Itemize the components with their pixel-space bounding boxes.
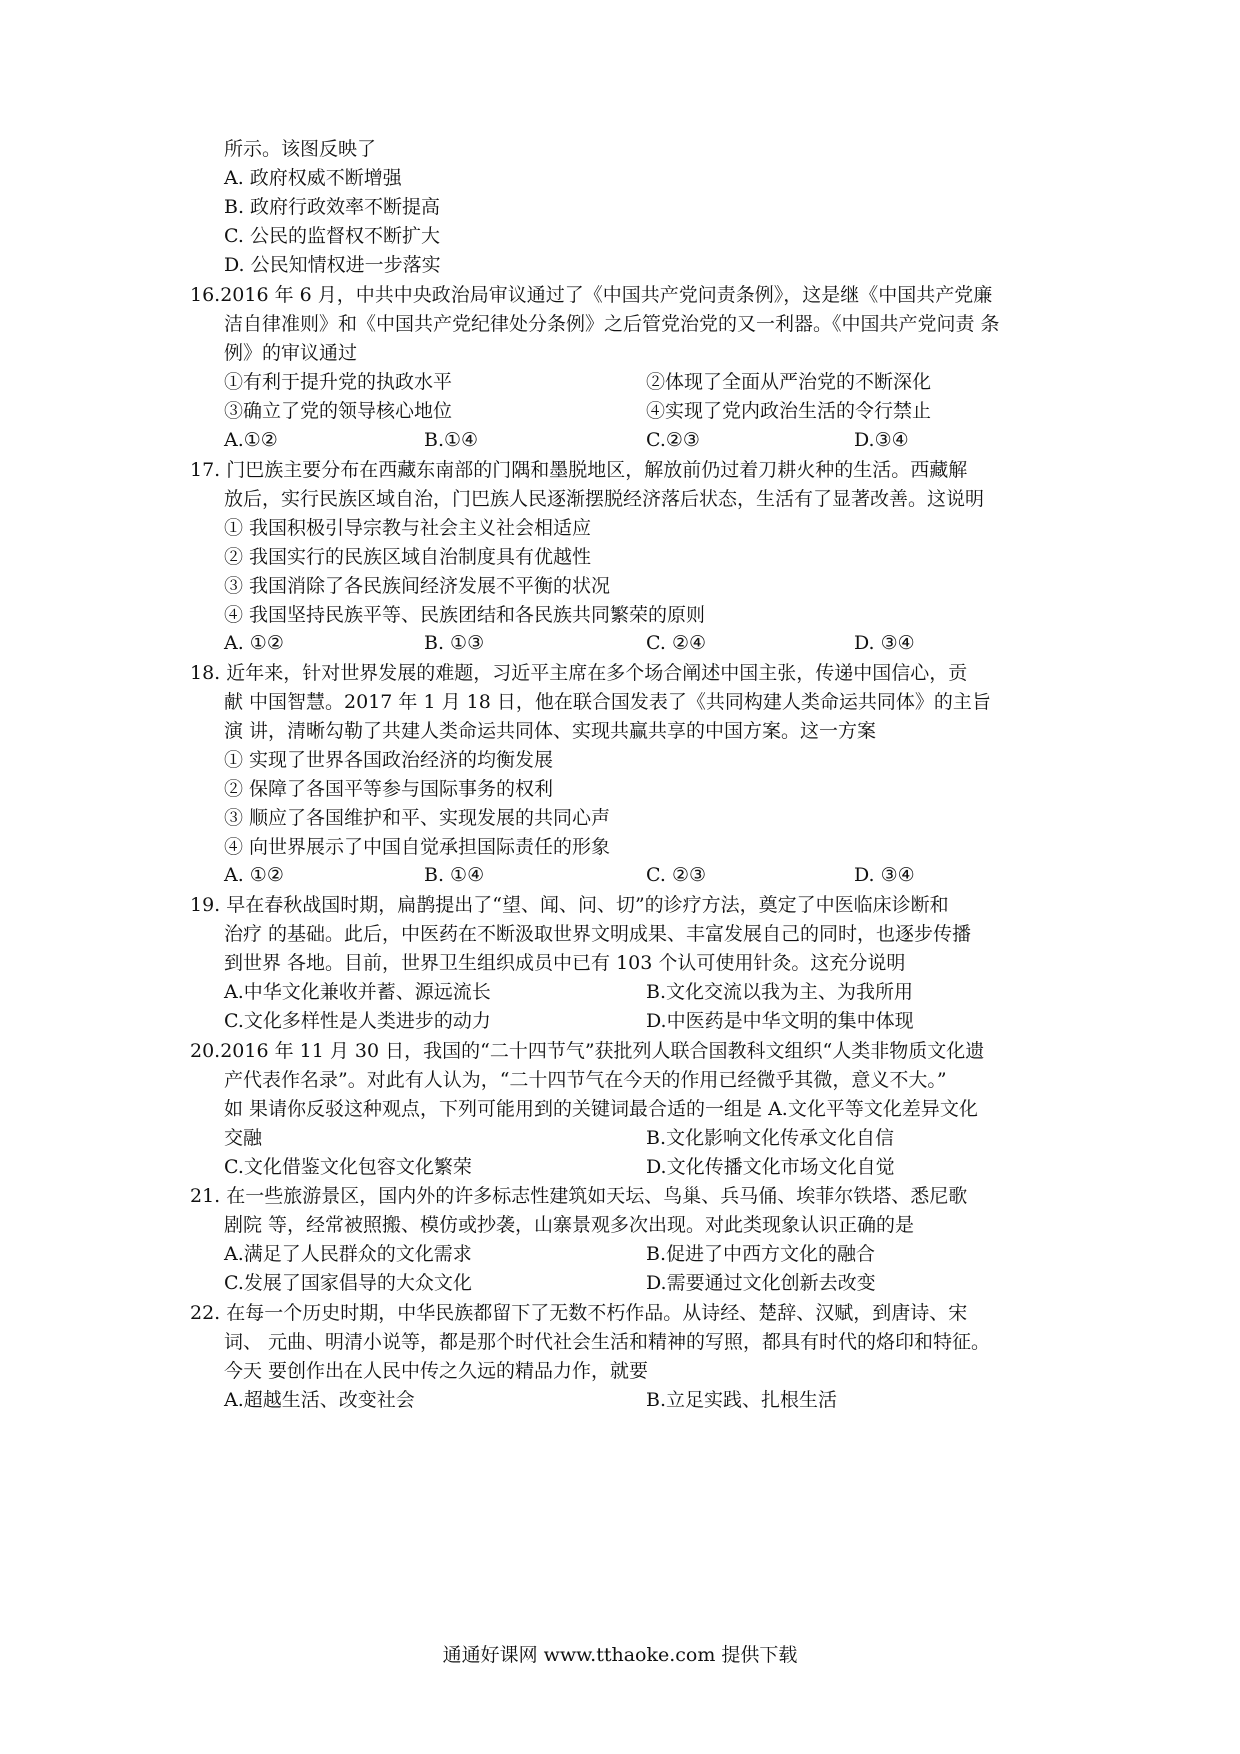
q16-answer-b: B.①④ bbox=[424, 429, 479, 451]
q17-item-2: ② 我国实行的民族区域自治制度具有优越性 bbox=[224, 546, 592, 568]
q17-answer-a: A. ①② bbox=[224, 632, 284, 654]
q16-stem-line-2: 洁自律准则》和《中国共产党纪律处分条例》之后管党治党的又一利器。《中国共产党问责 条 bbox=[224, 313, 1000, 335]
q18-item-2: ② 保障了各国平等参与国际事务的权利 bbox=[224, 778, 554, 800]
q17-stem-line-1: 17. 门巴族主要分布在西藏东南部的门隅和墨脱地区，解放前仍过着刀耕火种的生活。西藏解 bbox=[190, 459, 968, 481]
q16-answer-d: D.③④ bbox=[854, 429, 909, 451]
q19-answer-c: C.文化多样性是人类进步的动力 bbox=[224, 1010, 491, 1032]
q16-item-1: ①有利于提升党的执政水平 bbox=[224, 371, 453, 393]
q16-stem-line-3: 例》的审议通过 bbox=[224, 342, 358, 364]
q18-answer-a: A. ①② bbox=[224, 864, 284, 886]
q17-answer-d: D. ③④ bbox=[854, 632, 915, 654]
q17-answer-b: B. ①③ bbox=[424, 632, 485, 654]
q22-stem-line-2: 词、 元曲、明清小说等，都是那个时代社会生活和精神的写照，都具有时代的烙印和特征。 bbox=[224, 1331, 991, 1353]
q16-item-2: ②体现了全面从严治党的不断深化 bbox=[646, 371, 932, 393]
q18-answer-c: C. ②③ bbox=[646, 864, 707, 886]
q20-stem-line-3: 如 果请你反驳这种观点，下列可能用到的关键词最合适的一组是 A.文化平等文化差异文化 bbox=[224, 1098, 978, 1120]
q20-stem-line-2: 产代表作名录”。对此有人认为，“二十四节气在今天的作用已经微乎其微，意义不大。” bbox=[224, 1069, 947, 1091]
page-footer: 通通好课网 www.tthaoke.com 提供下载 bbox=[442, 1644, 798, 1666]
q19-stem-line-2: 治疗 的基础。此后，中医药在不断汲取世界文明成果、丰富发展自己的同时，也逐步传播 bbox=[224, 923, 972, 945]
q18-item-4: ④ 向世界展示了中国自觉承担国际责任的形象 bbox=[224, 836, 611, 858]
q18-stem-line-2: 献 中国智慧。2017 年 1 月 18 日，他在联合国发表了《共同构建人类命运共同体》的主旨 bbox=[224, 691, 991, 713]
q18-answer-d: D. ③④ bbox=[854, 864, 915, 886]
q18-stem-line-1: 18. 近年来，针对世界发展的难题，习近平主席在多个场合阐述中国主张，传递中国信心，贡 bbox=[190, 662, 968, 684]
q18-answer-b: B. ①④ bbox=[424, 864, 485, 886]
q20-answer-d: D.文化传播文化市场文化自觉 bbox=[646, 1156, 895, 1178]
q21-answer-a: A.满足了人民群众的文化需求 bbox=[224, 1243, 472, 1265]
q21-stem-line-1: 21. 在一些旅游景区，国内外的许多标志性建筑如天坛、鸟巢、兵马俑、埃菲尔铁塔、悉尼歌 bbox=[190, 1185, 968, 1207]
q17-item-3: ③ 我国消除了各民族间经济发展不平衡的状况 bbox=[224, 575, 611, 597]
q15-option-c: C. 公民的监督权不断扩大 bbox=[224, 225, 440, 247]
q22-answer-b: B.立足实践、扎根生活 bbox=[646, 1389, 838, 1411]
q16-answer-c: C.②③ bbox=[646, 429, 700, 451]
q19-answer-a: A.中华文化兼收并蓄、源远流长 bbox=[224, 981, 491, 1003]
q21-answer-c: C.发展了国家倡导的大众文化 bbox=[224, 1272, 472, 1294]
q21-answer-b: B.促进了中西方文化的融合 bbox=[646, 1243, 876, 1265]
q21-answer-d: D.需要通过文化创新去改变 bbox=[646, 1272, 876, 1294]
q15-option-b: B. 政府行政效率不断提高 bbox=[224, 196, 441, 218]
q15-option-a: A. 政府权威不断增强 bbox=[224, 167, 402, 189]
q18-item-1: ① 实现了世界各国政治经济的均衡发展 bbox=[224, 749, 554, 771]
q20-answer-c: C.文化借鉴文化包容文化繁荣 bbox=[224, 1156, 472, 1178]
q20-answer-b: B.文化影响文化传承文化自信 bbox=[646, 1127, 895, 1149]
q16-item-3: ③确立了党的领导核心地位 bbox=[224, 400, 453, 422]
q18-item-3: ③ 顺应了各国维护和平、实现发展的共同心声 bbox=[224, 807, 611, 829]
q22-stem-line-1: 22. 在每一个历史时期，中华民族都留下了无数不朽作品。从诗经、楚辞、汉赋，到唐诗、宋 bbox=[190, 1302, 968, 1324]
q20-stem-line-1: 20.2016 年 11 月 30 日，我国的“二十四节气”获批列人联合国教科文组织“人类非物质文化遗 bbox=[190, 1040, 985, 1062]
q17-item-1: ① 我国积极引导宗教与社会主义社会相适应 bbox=[224, 517, 592, 539]
q19-stem-line-3: 到世界 各地。目前，世界卫生组织成员中已有 103 个认可使用针灸。这充分说明 bbox=[224, 952, 906, 974]
q17-stem-line-2: 放后，实行民族区域自治，门巴族人民逐渐摆脱经济落后状态，生活有了显著改善。这说明 bbox=[224, 488, 985, 510]
q22-answer-a: A.超越生活、改变社会 bbox=[224, 1389, 415, 1411]
q19-answer-b: B.文化交流以我为主、为我所用 bbox=[646, 981, 914, 1003]
q20-stem-line-4: 交融 bbox=[224, 1127, 263, 1149]
q17-item-4: ④ 我国坚持民族平等、民族团结和各民族共同繁荣的原则 bbox=[224, 604, 706, 626]
q16-item-4: ④实现了党内政治生活的令行禁止 bbox=[646, 400, 932, 422]
q19-stem-line-1: 19. 早在春秋战国时期，扁鹊提出了“望、闻、问、切”的诊疗方法，奠定了中医临床诊断和 bbox=[190, 894, 949, 916]
q16-stem-line-1: 16.2016 年 6 月，中共中央政治局审议通过了《中国共产党问责条例》，这是继《中国共产党廉 bbox=[190, 284, 993, 306]
q15-stem-tail: 所示。该图反映了 bbox=[224, 138, 377, 160]
q22-stem-line-3: 今天 要创作出在人民中传之久远的精品力作，就要 bbox=[224, 1360, 649, 1382]
q17-answer-c: C. ②④ bbox=[646, 632, 707, 654]
q18-stem-line-3: 演 讲，清晰勾勒了共建人类命运共同体、实现共赢共享的中国方案。这一方案 bbox=[224, 720, 877, 742]
q16-answer-a: A.①② bbox=[224, 429, 278, 451]
q21-stem-line-2: 剧院 等，经常被照搬、模仿或抄袭，山寨景观多次出现。对此类现象认识正确的是 bbox=[224, 1214, 915, 1236]
q15-option-d: D. 公民知情权进一步落实 bbox=[224, 254, 441, 276]
q19-answer-d: D.中医药是中华文明的集中体现 bbox=[646, 1010, 914, 1032]
